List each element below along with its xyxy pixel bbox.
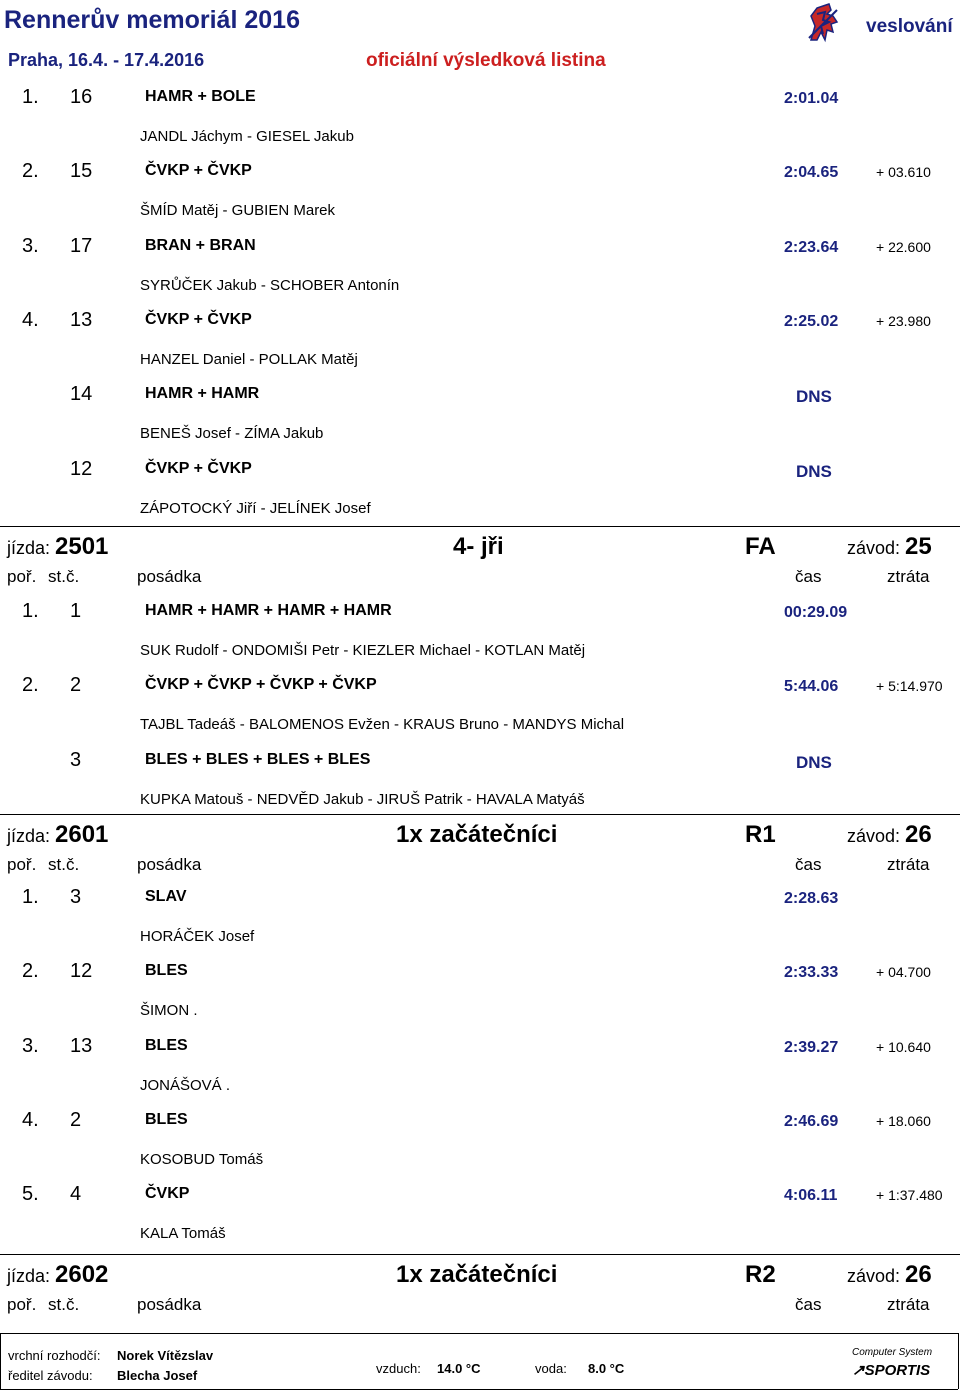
jizda-label: jízda:: [7, 826, 51, 846]
club-names: SLAV: [145, 888, 187, 905]
result-row: [0, 86, 960, 160]
referee-label: vrchní rozhodčí:: [8, 1348, 101, 1363]
official-results-label: oficiální výsledková listina: [366, 50, 606, 71]
finish-time: 2:04.65: [784, 164, 839, 182]
finish-time: 2:46.69: [784, 1112, 839, 1130]
race-header: [0, 530, 960, 566]
start-number: 17: [70, 234, 93, 257]
club-names: ČVKP: [145, 1185, 190, 1203]
col-ztrata: ztráta: [887, 855, 930, 874]
result-row: [0, 160, 960, 234]
race-header: [0, 818, 960, 854]
air-temp-label: vzduch:: [376, 1361, 421, 1376]
result-row: [0, 1183, 960, 1257]
result-row: [0, 383, 960, 457]
col-ztrata: ztráta: [887, 567, 930, 586]
position: 1.: [22, 886, 39, 908]
position: 5.: [22, 1183, 39, 1206]
position: 4.: [22, 308, 39, 331]
start-number: 3: [70, 748, 82, 771]
column-headers: [0, 567, 960, 591]
crew-names: ŠIMON .: [140, 1002, 198, 1020]
position: 4.: [22, 1108, 39, 1131]
club-names: ČVKP + ČVKP + ČVKP + ČVKP: [145, 676, 377, 694]
water-temp-label: voda:: [535, 1361, 567, 1376]
club-names: HAMR + HAMR + HAMR + HAMR: [145, 602, 392, 619]
position: 2.: [22, 160, 39, 183]
finish-time: 4:06.11: [784, 1187, 838, 1205]
crew-names: BENEŠ Josef - ZÍMA Jakub: [140, 425, 324, 443]
club-names: BLES: [145, 1036, 188, 1054]
crew-names: HANZEL Daniel - POLLAK Matěj: [140, 350, 358, 368]
club-names: BLES: [145, 1110, 188, 1128]
time-gap: + 1:37.480: [876, 1187, 943, 1204]
result-row: [0, 309, 960, 383]
referee-name: Norek Vítězslav: [117, 1348, 214, 1363]
race-divider: [0, 1254, 960, 1255]
race-category: 4- jři: [453, 533, 504, 560]
finish-time: 00:29.09: [784, 604, 848, 621]
start-number: 2: [70, 674, 82, 697]
crew-names: TAJBL Tadeáš - BALOMENOS Evžen - KRAUS Bruno - MANDYS Michal: [140, 716, 625, 734]
footer: [0, 1333, 960, 1390]
result-row: [0, 749, 960, 823]
event-dates: Praha, 16.4. - 17.4.2016: [8, 50, 205, 70]
column-headers: [0, 855, 960, 879]
crew-names: JANDL Jáchym - GIESEL Jakub: [140, 128, 354, 145]
race-phase: R1: [745, 821, 776, 848]
crew-names: ŠMÍD Matěj - GUBIEN Marek: [140, 202, 336, 220]
zavod-number: 26: [905, 1261, 932, 1288]
club-names: ČVKP + ČVKP: [145, 310, 252, 328]
col-por: poř.: [7, 567, 37, 586]
time-gap: + 23.980: [876, 312, 931, 329]
col-posadka: posádka: [137, 1295, 202, 1314]
col-stc: st.č.: [48, 1295, 80, 1314]
race-phase: FA: [745, 533, 776, 560]
result-row: [0, 1035, 960, 1109]
jizda-number: 2602: [55, 1261, 109, 1288]
air-temp: 14.0 °C: [437, 1361, 481, 1376]
club-names: ČVKP + ČVKP: [145, 459, 252, 477]
result-row: [0, 458, 960, 532]
club-names: ČVKP + ČVKP: [145, 162, 252, 180]
crew-names: SUK Rudolf - ONDOMIŠI Petr - KIEZLER Michael - KOTLAN Matěj: [140, 642, 586, 659]
start-number: 4: [70, 1183, 82, 1206]
crew-names: KUPKA Matouš - NEDVĚD Jakub - JIRUŠ Patrik - HAVALA Matyáš: [140, 790, 585, 808]
time-gap: + 22.600: [876, 238, 931, 255]
computer-system-label: Computer System: [852, 1347, 933, 1358]
col-por: poř.: [7, 1295, 37, 1314]
start-number: 12: [70, 457, 93, 480]
time-gap: + 03.610: [876, 164, 931, 181]
start-number: 2: [70, 1108, 82, 1131]
race-phase: R2: [745, 1261, 776, 1288]
col-posadka: posádka: [137, 567, 202, 586]
crew-names: JONÁŠOVÁ .: [140, 1076, 231, 1094]
crew-names: ZÁPOTOCKÝ Jiří - JELÍNEK Josef: [140, 499, 371, 517]
club-names: HAMR + BOLE: [145, 88, 256, 105]
col-cas: čas: [795, 855, 822, 874]
dns-status: DNS: [796, 461, 832, 481]
result-row: [0, 886, 960, 960]
finish-time: 2:39.27: [784, 1038, 839, 1056]
position: 2.: [22, 960, 39, 983]
page-title: Rennerův memoriál 2016: [4, 6, 300, 34]
water-temp: 8.0 °C: [588, 1361, 625, 1376]
crew-names: KALA Tomáš: [140, 1225, 226, 1243]
position: 3.: [22, 1034, 39, 1057]
jizda-label: jízda:: [7, 1266, 51, 1286]
position: 1.: [22, 86, 39, 108]
race-divider: [0, 814, 960, 815]
zavod-label: závod:: [847, 1266, 901, 1286]
club-names: BLES: [145, 962, 188, 980]
start-number: 3: [70, 886, 82, 908]
club-names: BLES + BLES + BLES + BLES: [145, 750, 371, 768]
result-row: [0, 235, 960, 309]
crew-names: HORÁČEK Josef: [140, 928, 255, 945]
finish-time: 2:23.64: [784, 238, 839, 256]
col-stc: st.č.: [48, 855, 80, 874]
crew-names: SYRŮČEK Jakub - SCHOBER Antonín: [140, 276, 400, 294]
sportis-brand: SPORTIS: [864, 1362, 931, 1379]
race-divider: [0, 526, 960, 527]
col-cas: čas: [795, 567, 822, 586]
lion-emblem-icon: [803, 2, 843, 44]
start-number: 1: [70, 600, 82, 622]
finish-time: 5:44.06: [784, 678, 839, 696]
time-gap: + 04.700: [876, 964, 931, 981]
dns-status: DNS: [796, 387, 832, 407]
col-por: poř.: [7, 855, 37, 874]
crew-names: KOSOBUD Tomáš: [140, 1150, 264, 1168]
finish-time: 2:25.02: [784, 312, 839, 330]
time-gap: + 5:14.970: [876, 678, 943, 695]
col-ztrata: ztráta: [887, 1295, 930, 1314]
result-row: [0, 1109, 960, 1183]
start-number: 13: [70, 1034, 93, 1057]
zavod-label: závod:: [847, 826, 901, 846]
race-category: 1x začátečníci: [396, 1261, 558, 1288]
director-name: Blecha Josef: [117, 1368, 198, 1383]
zavod-label: závod:: [847, 538, 901, 558]
zavod-number: 25: [905, 533, 932, 560]
col-posadka: posádka: [137, 855, 202, 874]
time-gap: + 10.640: [876, 1038, 931, 1055]
time-gap: + 18.060: [876, 1112, 931, 1129]
col-stc: st.č.: [48, 567, 80, 586]
col-cas: čas: [795, 1295, 822, 1314]
start-number: 12: [70, 960, 93, 983]
sportis-logo: [852, 1361, 930, 1379]
jizda-label: jízda:: [7, 538, 51, 558]
finish-time: 2:28.63: [784, 890, 839, 907]
zavod-number: 26: [905, 821, 932, 848]
sportis-swoosh-icon: ↗: [852, 1362, 865, 1379]
start-number: 15: [70, 160, 93, 183]
dns-status: DNS: [796, 752, 832, 772]
sport-label: veslování: [866, 16, 953, 37]
race-category: 1x začátečníci: [396, 821, 558, 848]
result-row: [0, 600, 960, 674]
race-header: [0, 1258, 960, 1294]
start-number: 14: [70, 383, 93, 406]
result-row: [0, 960, 960, 1034]
director-label: ředitel závodu:: [8, 1368, 93, 1383]
finish-time: 2:01.04: [784, 90, 839, 107]
position: 3.: [22, 234, 39, 257]
position: 2.: [22, 674, 39, 697]
result-row: [0, 674, 960, 748]
jizda-number: 2601: [55, 821, 109, 848]
finish-time: 2:33.33: [784, 964, 839, 982]
start-number: 16: [70, 86, 93, 108]
jizda-number: 2501: [55, 533, 109, 560]
club-names: BRAN + BRAN: [145, 236, 256, 254]
column-headers: [0, 1295, 960, 1319]
position: 1.: [22, 600, 39, 622]
start-number: 13: [70, 308, 93, 331]
club-names: HAMR + HAMR: [145, 385, 260, 403]
